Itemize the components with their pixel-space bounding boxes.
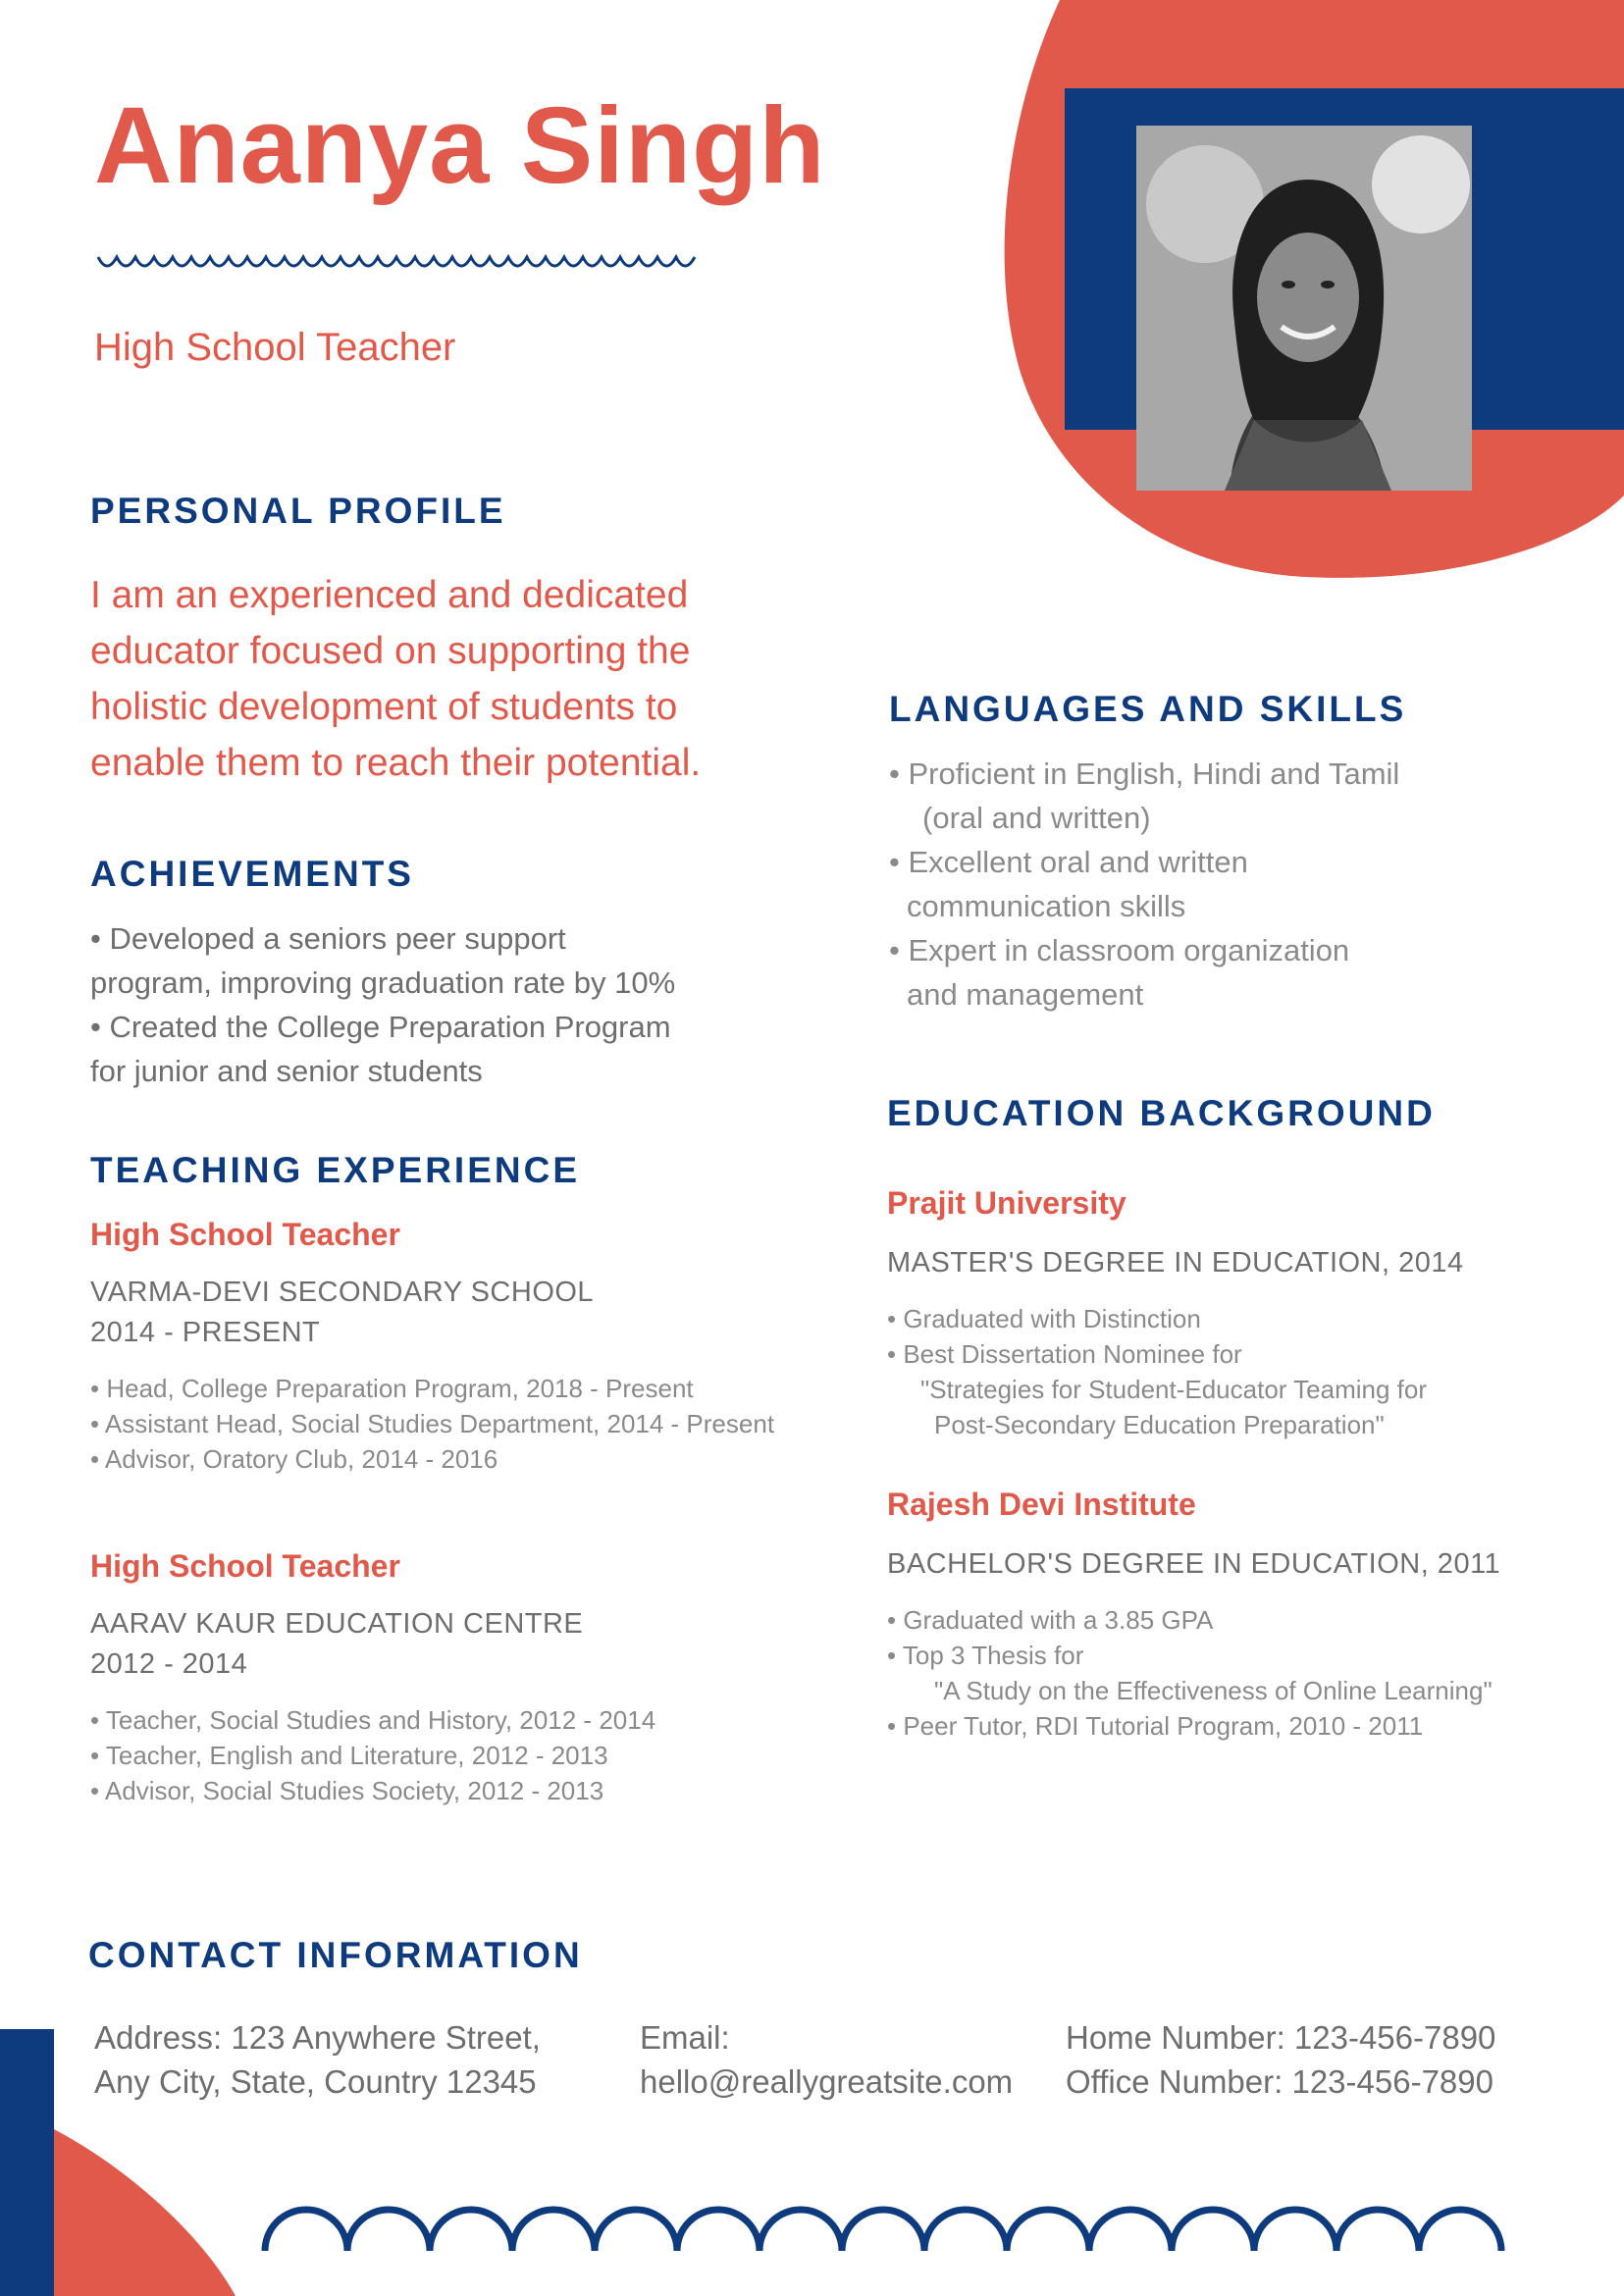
skills-list xyxy=(889,752,1556,1017)
education-heading: EDUCATION BACKGROUND xyxy=(887,1093,1436,1133)
experience-job-1 xyxy=(90,1217,816,1477)
education-school-1 xyxy=(887,1185,1613,1442)
email-label: Email: xyxy=(640,2019,730,2056)
job-1-period: 2014 - PRESENT xyxy=(90,1317,321,1348)
school-2-note: • Peer Tutor, RDI Tutorial Program, 2010 - 2011 xyxy=(887,1711,1424,1741)
contact-address xyxy=(94,2015,604,2104)
experience-job-2 xyxy=(90,1548,816,1808)
job-2-duty: • Teacher, Social Studies and History, 2012 - 2014 xyxy=(90,1702,816,1738)
header-wave-divider xyxy=(96,253,705,283)
orange-corner-shape xyxy=(54,2129,236,2296)
skill-line: and management xyxy=(907,977,1144,1012)
profile-line: I am an experienced and dedicated xyxy=(90,574,689,616)
skill-line: (oral and written) xyxy=(922,801,1151,835)
job-2-school: AARAV KAUR EDUCATION CENTRE xyxy=(90,1608,584,1640)
job-2-period: 2012 - 2014 xyxy=(90,1648,248,1680)
achievement-line: • Developed a seniors peer support xyxy=(90,921,566,956)
school-2-name: Rajesh Devi Institute xyxy=(887,1487,1196,1522)
school-1-note: • Graduated with Distinction xyxy=(887,1304,1201,1333)
profile-line: educator focused on supporting the xyxy=(90,630,691,672)
school-1-name: Prajit University xyxy=(887,1185,1126,1221)
school-2-note: "A Study on the Effectiveness of Online Learning" xyxy=(934,1676,1493,1705)
portrait-photo-icon xyxy=(1136,126,1472,491)
achievement-line: • Created the College Preparation Program xyxy=(90,1010,671,1044)
office-phone[interactable]: Office Number: 123-456-7890 xyxy=(1066,2063,1493,2100)
profile-line: enable them to reach their potential. xyxy=(90,742,702,784)
skill-line: • Proficient in English, Hindi and Tamil xyxy=(889,757,1400,791)
job-1-title: High School Teacher xyxy=(90,1217,400,1252)
profile-photo xyxy=(1136,126,1472,491)
skills-heading: LANGUAGES AND SKILLS xyxy=(889,689,1407,729)
skill-line: • Excellent oral and written xyxy=(889,845,1248,879)
job-2-title: High School Teacher xyxy=(90,1548,400,1584)
address-line: Any City, State, Country 12345 xyxy=(94,2063,537,2100)
profile-line: holistic development of students to xyxy=(90,686,678,728)
achievement-line: for junior and senior students xyxy=(90,1054,483,1088)
home-phone[interactable]: Home Number: 123-456-7890 xyxy=(1066,2019,1496,2056)
skill-line: • Expert in classroom organization xyxy=(889,933,1350,967)
job-title: High School Teacher xyxy=(94,326,456,369)
navy-side-bar xyxy=(0,2029,54,2296)
bottom-scallop-wave xyxy=(265,2210,1501,2251)
profile-text xyxy=(90,567,777,791)
job-1-duties xyxy=(90,1371,816,1477)
contact-heading: CONTACT INFORMATION xyxy=(88,1935,583,1975)
school-2-note: • Graduated with a 3.85 GPA xyxy=(887,1605,1214,1635)
contact-email xyxy=(640,2015,1052,2104)
candidate-name: Ananya Singh xyxy=(94,85,826,206)
experience-heading: TEACHING EXPERIENCE xyxy=(90,1150,581,1190)
achievement-line: program, improving graduation rate by 10% xyxy=(90,965,676,1000)
job-2-duties xyxy=(90,1702,816,1808)
education-school-2 xyxy=(887,1487,1613,1744)
job-1-duty: • Advisor, Oratory Club, 2014 - 2016 xyxy=(90,1441,816,1477)
skill-line: communication skills xyxy=(907,889,1186,923)
school-1-note: Post-Secondary Education Preparation" xyxy=(934,1410,1385,1439)
school-1-note: "Strategies for Student-Educator Teaming for xyxy=(920,1375,1428,1404)
profile-heading: PERSONAL PROFILE xyxy=(90,491,506,531)
job-1-duty: • Assistant Head, Social Studies Department, 2014 - Present xyxy=(90,1406,816,1441)
achievements-heading: ACHIEVEMENTS xyxy=(90,854,414,894)
job-1-duty: • Head, College Preparation Program, 2018 - Present xyxy=(90,1371,816,1406)
school-1-degree: MASTER'S DEGREE IN EDUCATION, 2014 xyxy=(887,1247,1464,1278)
job-2-duty: • Teacher, English and Literature, 2012 - 2013 xyxy=(90,1738,816,1773)
contact-phones xyxy=(1066,2015,1576,2104)
job-2-duty: • Advisor, Social Studies Society, 2012 - 2013 xyxy=(90,1773,816,1808)
job-1-school: VARMA-DEVI SECONDARY SCHOOL xyxy=(90,1277,595,1308)
school-1-notes xyxy=(887,1301,1613,1442)
school-2-note: • Top 3 Thesis for xyxy=(887,1641,1084,1670)
school-2-notes xyxy=(887,1602,1613,1744)
school-2-degree: BACHELOR'S DEGREE IN EDUCATION, 2011 xyxy=(887,1548,1501,1580)
school-1-note: • Best Dissertation Nominee for xyxy=(887,1339,1242,1369)
address-line: Address: 123 Anywhere Street, xyxy=(94,2019,541,2056)
achievements-list xyxy=(90,916,758,1093)
email-link[interactable]: hello@reallygreatsite.com xyxy=(640,2063,1014,2100)
